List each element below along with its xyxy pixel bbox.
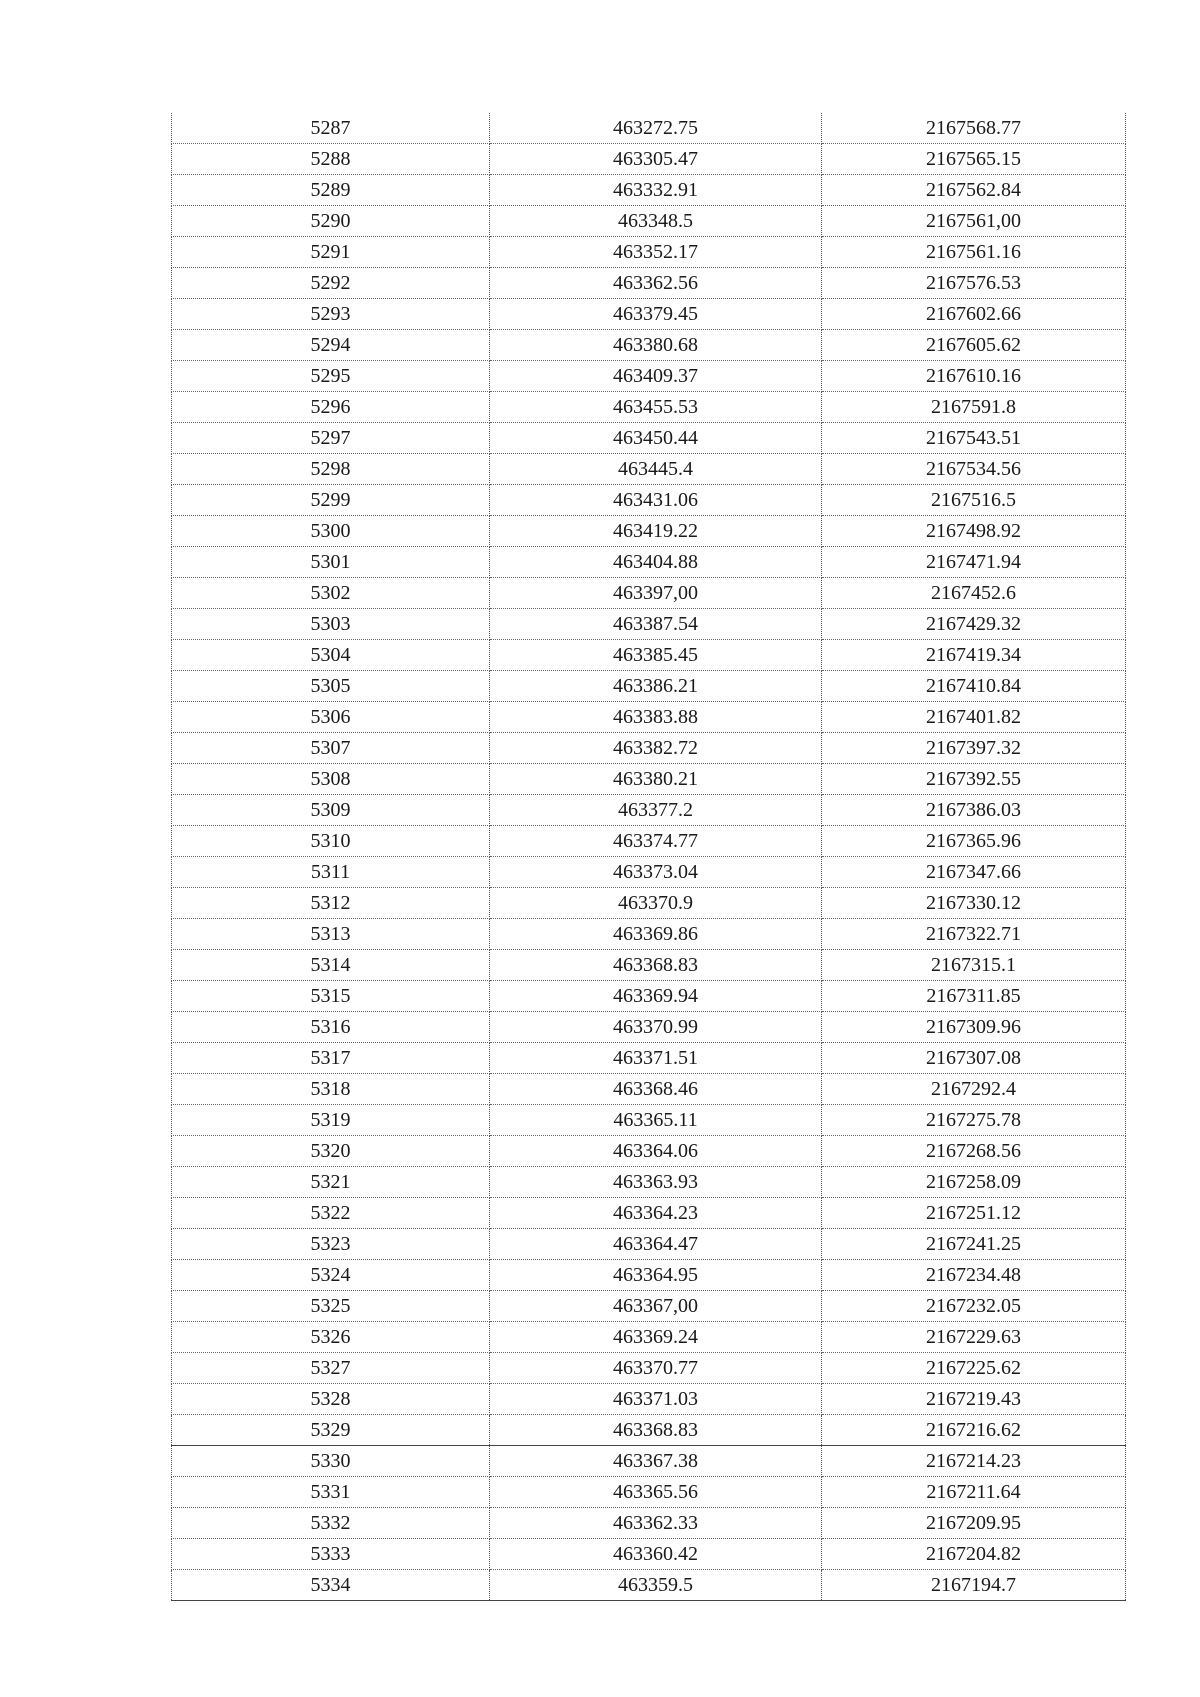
x-coordinate-cell: 463397,00 <box>490 578 822 609</box>
table-row <box>172 888 1126 919</box>
point-number-cell: 5315 <box>172 981 490 1012</box>
x-coordinate-cell: 463370.77 <box>490 1353 822 1384</box>
table-row <box>172 299 1126 330</box>
table-row <box>172 1539 1126 1570</box>
point-number-cell: 5307 <box>172 733 490 764</box>
table-row <box>172 144 1126 175</box>
x-coordinate-cell: 463419.22 <box>490 516 822 547</box>
y-coordinate-cell: 2167534.56 <box>822 454 1126 485</box>
point-number-cell: 5316 <box>172 1012 490 1043</box>
x-coordinate-cell: 463362.33 <box>490 1508 822 1539</box>
point-number-cell: 5318 <box>172 1074 490 1105</box>
point-number-cell: 5317 <box>172 1043 490 1074</box>
y-coordinate-cell: 2167386.03 <box>822 795 1126 826</box>
table-row <box>172 485 1126 516</box>
y-coordinate-cell: 2167268.56 <box>822 1136 1126 1167</box>
point-number-cell: 5304 <box>172 640 490 671</box>
y-coordinate-cell: 2167322.71 <box>822 919 1126 950</box>
point-number-cell: 5308 <box>172 764 490 795</box>
y-coordinate-cell: 2167561,00 <box>822 206 1126 237</box>
y-coordinate-cell: 2167209.95 <box>822 1508 1126 1539</box>
table-row <box>172 113 1126 144</box>
y-coordinate-cell: 2167562.84 <box>822 175 1126 206</box>
x-coordinate-cell: 463455.53 <box>490 392 822 423</box>
table-row <box>172 206 1126 237</box>
point-number-cell: 5330 <box>172 1446 490 1477</box>
table-row <box>172 733 1126 764</box>
point-number-cell: 5310 <box>172 826 490 857</box>
y-coordinate-cell: 2167401.82 <box>822 702 1126 733</box>
y-coordinate-cell: 2167347.66 <box>822 857 1126 888</box>
y-coordinate-cell: 2167561.16 <box>822 237 1126 268</box>
table-row <box>172 764 1126 795</box>
point-number-cell: 5311 <box>172 857 490 888</box>
table-row <box>172 268 1126 299</box>
table-row <box>172 1229 1126 1260</box>
table-row <box>172 826 1126 857</box>
x-coordinate-cell: 463305.47 <box>490 144 822 175</box>
table-row <box>172 1446 1126 1477</box>
point-number-cell: 5313 <box>172 919 490 950</box>
y-coordinate-cell: 2167311.85 <box>822 981 1126 1012</box>
point-number-cell: 5301 <box>172 547 490 578</box>
point-number-cell: 5300 <box>172 516 490 547</box>
x-coordinate-cell: 463365.56 <box>490 1477 822 1508</box>
table-row <box>172 1260 1126 1291</box>
table-row <box>172 671 1126 702</box>
point-number-cell: 5319 <box>172 1105 490 1136</box>
y-coordinate-cell: 2167204.82 <box>822 1539 1126 1570</box>
table-row <box>172 361 1126 392</box>
y-coordinate-cell: 2167315.1 <box>822 950 1126 981</box>
table-row <box>172 1353 1126 1384</box>
x-coordinate-cell: 463364.95 <box>490 1260 822 1291</box>
x-coordinate-cell: 463404.88 <box>490 547 822 578</box>
x-coordinate-cell: 463348.5 <box>490 206 822 237</box>
table-row <box>172 175 1126 206</box>
y-coordinate-cell: 2167229.63 <box>822 1322 1126 1353</box>
table-row <box>172 1167 1126 1198</box>
x-coordinate-cell: 463369.94 <box>490 981 822 1012</box>
x-coordinate-cell: 463364.06 <box>490 1136 822 1167</box>
y-coordinate-cell: 2167330.12 <box>822 888 1126 919</box>
x-coordinate-cell: 463370.9 <box>490 888 822 919</box>
table-row <box>172 795 1126 826</box>
x-coordinate-cell: 463387.54 <box>490 609 822 640</box>
table-row <box>172 640 1126 671</box>
point-number-cell: 5294 <box>172 330 490 361</box>
y-coordinate-cell: 2167543.51 <box>822 423 1126 454</box>
y-coordinate-cell: 2167234.48 <box>822 1260 1126 1291</box>
point-number-cell: 5321 <box>172 1167 490 1198</box>
y-coordinate-cell: 2167275.78 <box>822 1105 1126 1136</box>
table-row <box>172 1074 1126 1105</box>
x-coordinate-cell: 463364.47 <box>490 1229 822 1260</box>
x-coordinate-cell: 463363.93 <box>490 1167 822 1198</box>
table-row <box>172 237 1126 268</box>
table-row <box>172 547 1126 578</box>
x-coordinate-cell: 463272.75 <box>490 113 822 144</box>
point-number-cell: 5320 <box>172 1136 490 1167</box>
x-coordinate-cell: 463382.72 <box>490 733 822 764</box>
y-coordinate-cell: 2167211.64 <box>822 1477 1126 1508</box>
table-row <box>172 609 1126 640</box>
x-coordinate-cell: 463368.83 <box>490 1415 822 1446</box>
x-coordinate-cell: 463373.04 <box>490 857 822 888</box>
point-number-cell: 5312 <box>172 888 490 919</box>
x-coordinate-cell: 463409.37 <box>490 361 822 392</box>
point-number-cell: 5290 <box>172 206 490 237</box>
table-row <box>172 1012 1126 1043</box>
x-coordinate-cell: 463385.45 <box>490 640 822 671</box>
y-coordinate-cell: 2167397.32 <box>822 733 1126 764</box>
y-coordinate-cell: 2167219.43 <box>822 1384 1126 1415</box>
x-coordinate-cell: 463379.45 <box>490 299 822 330</box>
point-number-cell: 5291 <box>172 237 490 268</box>
y-coordinate-cell: 2167258.09 <box>822 1167 1126 1198</box>
x-coordinate-cell: 463383.88 <box>490 702 822 733</box>
x-coordinate-cell: 463362.56 <box>490 268 822 299</box>
point-number-cell: 5333 <box>172 1539 490 1570</box>
table-row <box>172 857 1126 888</box>
point-number-cell: 5296 <box>172 392 490 423</box>
table-row <box>172 1508 1126 1539</box>
table-row <box>172 1384 1126 1415</box>
x-coordinate-cell: 463332.91 <box>490 175 822 206</box>
y-coordinate-cell: 2167194.7 <box>822 1570 1126 1601</box>
point-number-cell: 5299 <box>172 485 490 516</box>
point-number-cell: 5332 <box>172 1508 490 1539</box>
y-coordinate-cell: 2167241.25 <box>822 1229 1126 1260</box>
table-row <box>172 1415 1126 1446</box>
y-coordinate-cell: 2167565.15 <box>822 144 1126 175</box>
y-coordinate-cell: 2167568.77 <box>822 113 1126 144</box>
y-coordinate-cell: 2167251.12 <box>822 1198 1126 1229</box>
x-coordinate-cell: 463380.21 <box>490 764 822 795</box>
point-number-cell: 5323 <box>172 1229 490 1260</box>
point-number-cell: 5295 <box>172 361 490 392</box>
x-coordinate-cell: 463374.77 <box>490 826 822 857</box>
table-row <box>172 702 1126 733</box>
x-coordinate-cell: 463367.38 <box>490 1446 822 1477</box>
point-number-cell: 5293 <box>172 299 490 330</box>
x-coordinate-cell: 463365.11 <box>490 1105 822 1136</box>
point-number-cell: 5287 <box>172 113 490 144</box>
x-coordinate-cell: 463370.99 <box>490 1012 822 1043</box>
table-row <box>172 330 1126 361</box>
table-row <box>172 1105 1126 1136</box>
x-coordinate-cell: 463377.2 <box>490 795 822 826</box>
point-number-cell: 5306 <box>172 702 490 733</box>
x-coordinate-cell: 463360.42 <box>490 1539 822 1570</box>
y-coordinate-cell: 2167576.53 <box>822 268 1126 299</box>
table-row <box>172 981 1126 1012</box>
y-coordinate-cell: 2167365.96 <box>822 826 1126 857</box>
y-coordinate-cell: 2167610.16 <box>822 361 1126 392</box>
y-coordinate-cell: 2167214.23 <box>822 1446 1126 1477</box>
coordinates-table <box>171 113 1126 1601</box>
point-number-cell: 5327 <box>172 1353 490 1384</box>
table-row <box>172 1477 1126 1508</box>
x-coordinate-cell: 463368.83 <box>490 950 822 981</box>
y-coordinate-cell: 2167429.32 <box>822 609 1126 640</box>
point-number-cell: 5324 <box>172 1260 490 1291</box>
x-coordinate-cell: 463431.06 <box>490 485 822 516</box>
point-number-cell: 5302 <box>172 578 490 609</box>
point-number-cell: 5288 <box>172 144 490 175</box>
point-number-cell: 5292 <box>172 268 490 299</box>
x-coordinate-cell: 463359.5 <box>490 1570 822 1601</box>
y-coordinate-cell: 2167452.6 <box>822 578 1126 609</box>
x-coordinate-cell: 463445.4 <box>490 454 822 485</box>
x-coordinate-cell: 463371.03 <box>490 1384 822 1415</box>
table-row <box>172 919 1126 950</box>
x-coordinate-cell: 463369.86 <box>490 919 822 950</box>
point-number-cell: 5322 <box>172 1198 490 1229</box>
table-row <box>172 423 1126 454</box>
y-coordinate-cell: 2167605.62 <box>822 330 1126 361</box>
table-row <box>172 454 1126 485</box>
table-row <box>172 392 1126 423</box>
x-coordinate-cell: 463371.51 <box>490 1043 822 1074</box>
x-coordinate-cell: 463368.46 <box>490 1074 822 1105</box>
table-row <box>172 950 1126 981</box>
point-number-cell: 5298 <box>172 454 490 485</box>
table-row <box>172 578 1126 609</box>
y-coordinate-cell: 2167225.62 <box>822 1353 1126 1384</box>
point-number-cell: 5331 <box>172 1477 490 1508</box>
x-coordinate-cell: 463369.24 <box>490 1322 822 1353</box>
x-coordinate-cell: 463450.44 <box>490 423 822 454</box>
y-coordinate-cell: 2167419.34 <box>822 640 1126 671</box>
x-coordinate-cell: 463386.21 <box>490 671 822 702</box>
y-coordinate-cell: 2167392.55 <box>822 764 1126 795</box>
y-coordinate-cell: 2167498.92 <box>822 516 1126 547</box>
x-coordinate-cell: 463380.68 <box>490 330 822 361</box>
table-row <box>172 1322 1126 1353</box>
point-number-cell: 5314 <box>172 950 490 981</box>
x-coordinate-cell: 463352.17 <box>490 237 822 268</box>
y-coordinate-cell: 2167232.05 <box>822 1291 1126 1322</box>
y-coordinate-cell: 2167591.8 <box>822 392 1126 423</box>
table-row <box>172 516 1126 547</box>
y-coordinate-cell: 2167410.84 <box>822 671 1126 702</box>
x-coordinate-cell: 463367,00 <box>490 1291 822 1322</box>
point-number-cell: 5303 <box>172 609 490 640</box>
y-coordinate-cell: 2167516.5 <box>822 485 1126 516</box>
point-number-cell: 5309 <box>172 795 490 826</box>
point-number-cell: 5329 <box>172 1415 490 1446</box>
coordinates-table-body <box>172 113 1126 1601</box>
point-number-cell: 5325 <box>172 1291 490 1322</box>
y-coordinate-cell: 2167307.08 <box>822 1043 1126 1074</box>
point-number-cell: 5326 <box>172 1322 490 1353</box>
table-row <box>172 1198 1126 1229</box>
point-number-cell: 5289 <box>172 175 490 206</box>
point-number-cell: 5328 <box>172 1384 490 1415</box>
point-number-cell: 5305 <box>172 671 490 702</box>
y-coordinate-cell: 2167602.66 <box>822 299 1126 330</box>
point-number-cell: 5297 <box>172 423 490 454</box>
table-row <box>172 1570 1126 1601</box>
y-coordinate-cell: 2167471.94 <box>822 547 1126 578</box>
y-coordinate-cell: 2167216.62 <box>822 1415 1126 1446</box>
table-row <box>172 1043 1126 1074</box>
point-number-cell: 5334 <box>172 1570 490 1601</box>
y-coordinate-cell: 2167309.96 <box>822 1012 1126 1043</box>
table-row <box>172 1291 1126 1322</box>
table-row <box>172 1136 1126 1167</box>
y-coordinate-cell: 2167292.4 <box>822 1074 1126 1105</box>
x-coordinate-cell: 463364.23 <box>490 1198 822 1229</box>
